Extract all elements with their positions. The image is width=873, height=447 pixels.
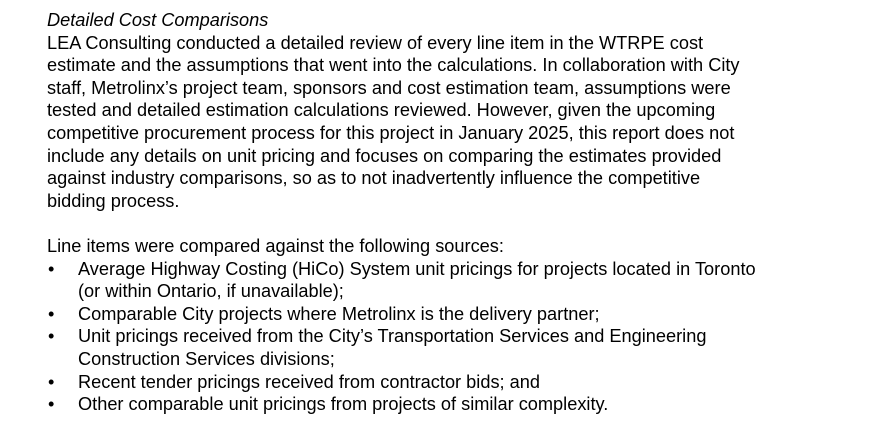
document-body [47, 9, 847, 416]
paragraph-line: against industry comparisons, so as to not inadvertently influence the competitive [47, 168, 701, 189]
paragraph-line: competitive procurement process for this project in January 2025, this report does not [47, 122, 735, 143]
paragraph-line: tested and detailed estimation calculations reviewed. However, given the upcoming [47, 100, 716, 121]
list-item-line: Unit pricings received from the City’s Transportation Services and Engineering [78, 326, 707, 347]
bullet-icon: • [48, 258, 55, 279]
list-item-line: Other comparable unit pricings from projects of similar complexity. [78, 394, 609, 415]
list-item-line: Recent tender pricings received from contractor bids; and [78, 371, 540, 392]
list-item-line: Comparable City projects where Metrolinx is the delivery partner; [78, 303, 600, 324]
list-item [47, 303, 847, 326]
list-item [47, 371, 847, 394]
list-item-line: Average Highway Costing (HiCo) System unit pricings for projects located in Toronto [78, 258, 756, 279]
paragraph-spacer [47, 212, 847, 235]
paragraph-line: LEA Consulting conducted a detailed review of every line item in the WTRPE cost [47, 32, 704, 53]
list-item [47, 325, 847, 370]
list-intro: Line items were compared against the following sources: [47, 235, 504, 256]
bullet-icon: • [48, 371, 55, 392]
list-item [47, 258, 847, 303]
paragraph-line: include any details on unit pricing and focuses on comparing the estimates provided [47, 145, 722, 166]
intro-paragraph [47, 32, 847, 213]
list-item [47, 393, 847, 416]
paragraph-line: bidding process. [47, 190, 180, 211]
bullet-icon: • [48, 326, 55, 347]
bullet-icon: • [48, 394, 55, 415]
paragraph-line: estimate and the assumptions that went into the calculations. In collaboration with City [47, 55, 740, 76]
bullet-icon: • [48, 303, 55, 324]
section-heading: Detailed Cost Comparisons [47, 10, 269, 30]
list-item-line: Construction Services divisions; [78, 348, 335, 369]
list-item-line: (or within Ontario, if unavailable); [78, 281, 344, 302]
sources-list [47, 258, 847, 416]
paragraph-line: staff, Metrolinx’s project team, sponsors and cost estimation team, assumptions were [47, 77, 731, 98]
